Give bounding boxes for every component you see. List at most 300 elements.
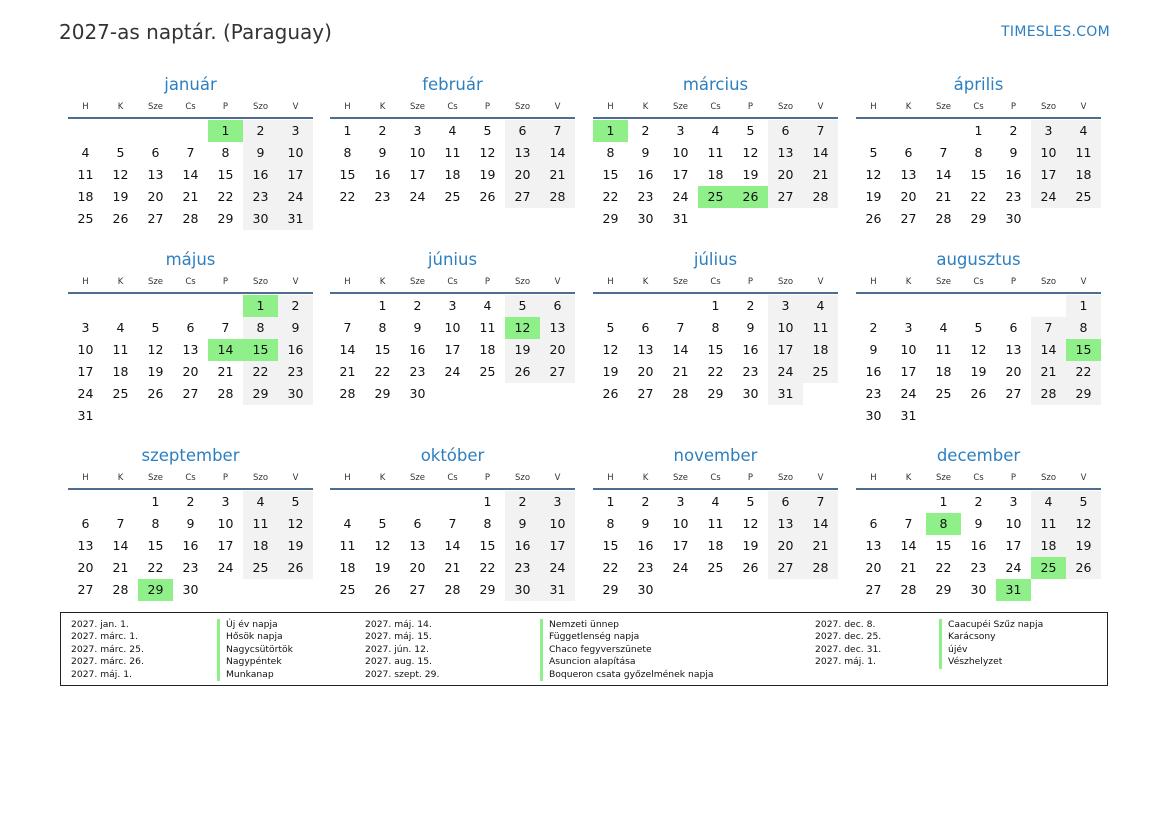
weekday-label: Cs — [447, 277, 458, 287]
legend-holiday-date: 2027. dec. 25. — [815, 631, 882, 643]
day-cell: 5 — [974, 320, 983, 335]
day-cell: 8 — [606, 516, 615, 531]
holiday-day-cell: 31 — [996, 579, 1031, 601]
day-cell: 22 — [339, 189, 356, 204]
day-cell: 31 — [540, 579, 575, 601]
weekday-label: K — [642, 473, 649, 483]
day-cell: 8 — [711, 320, 720, 335]
day-cell: 25 — [479, 364, 496, 379]
day-cell: 2 — [378, 123, 387, 138]
day-cell: 12 — [602, 342, 619, 357]
brand-link[interactable]: TIMESLES.COM — [1001, 24, 1110, 40]
weekday-header — [593, 97, 838, 119]
empty-day-cell — [926, 295, 961, 317]
weekday-label: H — [82, 473, 89, 483]
day-cell: 19 — [147, 364, 164, 379]
day-cell: 8 — [974, 145, 983, 160]
day-cell: 29 — [970, 211, 987, 226]
day-cell: 13 — [637, 342, 654, 357]
day-cell: 9 — [413, 320, 422, 335]
day-cell: 26 — [374, 582, 391, 597]
day-cell: 8 — [606, 145, 615, 160]
weekday-label: P — [747, 473, 754, 483]
weekday-label: H — [344, 102, 351, 112]
day-cell: 8 — [151, 516, 160, 531]
day-cell: 20 — [768, 164, 803, 186]
day-cell: 18 — [707, 538, 724, 553]
legend-holiday-name: újév — [939, 644, 1043, 656]
day-cell: 5 — [278, 491, 313, 513]
day-cell: 25 — [77, 211, 94, 226]
month-november — [593, 445, 838, 601]
empty-day-cell — [856, 491, 891, 513]
day-grid — [856, 120, 1101, 230]
day-cell: 12 — [742, 516, 759, 531]
weekday-label: V — [817, 102, 824, 112]
day-cell: 18 — [77, 189, 94, 204]
day-cell: 30 — [409, 386, 426, 401]
day-cell: 9 — [641, 516, 650, 531]
day-cell: 24 — [217, 560, 234, 575]
month-name: augusztus — [936, 250, 1021, 269]
day-cell: 13 — [147, 167, 164, 182]
day-cell: 20 — [540, 339, 575, 361]
legend-dates-col3 — [815, 619, 881, 669]
weekday-label: H — [344, 473, 351, 483]
day-cell: 14 — [112, 538, 129, 553]
month-február — [330, 74, 575, 208]
day-cell: 7 — [904, 516, 913, 531]
day-cell: 16 — [374, 167, 391, 182]
day-cell: 30 — [637, 211, 654, 226]
day-cell: 14 — [444, 538, 461, 553]
day-cell: 4 — [483, 298, 492, 313]
day-cell: 26 — [865, 211, 882, 226]
day-cell: 30 — [278, 383, 313, 405]
day-cell: 24 — [444, 364, 461, 379]
day-cell: 31 — [768, 383, 803, 405]
day-cell: 24 — [672, 560, 689, 575]
weekday-label: V — [1080, 473, 1087, 483]
day-cell: 13 — [182, 342, 199, 357]
legend-holiday-date: 2027. dec. 8. — [815, 619, 876, 630]
day-cell: 26 — [602, 386, 619, 401]
day-cell: 11 — [444, 145, 461, 160]
day-cell: 30 — [1005, 211, 1022, 226]
day-cell: 28 — [217, 386, 234, 401]
month-name: december — [936, 446, 1021, 465]
day-cell: 7 — [803, 120, 838, 142]
day-cell: 18 — [339, 560, 356, 575]
day-cell: 23 — [505, 557, 540, 579]
weekday-label: K — [905, 277, 912, 287]
day-grid — [68, 295, 313, 427]
weekday-label: Sze — [409, 102, 426, 112]
day-cell: 10 — [672, 145, 689, 160]
day-cell: 1 — [711, 298, 720, 313]
day-cell: 7 — [186, 145, 195, 160]
day-grid — [856, 491, 1101, 601]
day-cell: 28 — [935, 211, 952, 226]
day-cell: 25 — [1066, 186, 1101, 208]
legend-holiday-name: Nagycsütörtök — [217, 644, 293, 656]
day-cell: 13 — [505, 142, 540, 164]
day-cell: 18 — [444, 167, 461, 182]
weekday-label: Cs — [710, 473, 721, 483]
day-grid — [593, 491, 838, 601]
day-cell: 18 — [112, 364, 129, 379]
holiday-day-cell: 26 — [733, 186, 768, 208]
day-cell: 5 — [116, 145, 125, 160]
day-cell: 4 — [116, 320, 125, 335]
day-cell: 19 — [970, 364, 987, 379]
month-name: június — [427, 250, 478, 269]
day-cell: 23 — [970, 560, 987, 575]
day-cell: 6 — [641, 320, 650, 335]
day-cell: 26 — [278, 557, 313, 579]
empty-day-cell — [173, 295, 208, 317]
day-cell: 25 — [444, 189, 461, 204]
day-cell: 21 — [540, 164, 575, 186]
day-cell: 21 — [182, 189, 199, 204]
weekday-label: H — [870, 102, 877, 112]
empty-day-cell — [138, 295, 173, 317]
day-cell: 9 — [278, 317, 313, 339]
holiday-day-cell: 8 — [926, 513, 961, 535]
day-cell: 28 — [1031, 383, 1066, 405]
day-cell: 23 — [742, 364, 759, 379]
day-cell: 16 — [243, 164, 278, 186]
day-cell: 29 — [217, 211, 234, 226]
weekday-label: H — [344, 277, 351, 287]
day-cell: 4 — [448, 123, 457, 138]
day-cell: 21 — [900, 560, 917, 575]
weekday-label: Szo — [1040, 277, 1057, 287]
day-cell: 15 — [147, 538, 164, 553]
day-cell: 9 — [243, 142, 278, 164]
legend-holiday-date: 2027. máj. 1. — [71, 668, 132, 680]
weekday-label: H — [870, 473, 877, 483]
day-cell: 6 — [540, 295, 575, 317]
day-cell: 18 — [1031, 535, 1066, 557]
day-cell: 15 — [935, 538, 952, 553]
day-cell: 3 — [413, 123, 422, 138]
day-cell: 4 — [711, 494, 720, 509]
day-cell: 13 — [1005, 342, 1022, 357]
day-cell: 17 — [409, 167, 426, 182]
day-cell: 14 — [900, 538, 917, 553]
day-cell: 20 — [409, 560, 426, 575]
day-cell: 13 — [865, 538, 882, 553]
day-cell: 26 — [970, 386, 987, 401]
day-cell: 27 — [182, 386, 199, 401]
holiday-day-cell: 29 — [138, 579, 173, 601]
day-cell: 23 — [409, 364, 426, 379]
day-cell: 5 — [483, 123, 492, 138]
weekday-header — [330, 97, 575, 119]
day-cell: 25 — [803, 361, 838, 383]
day-cell: 31 — [672, 211, 689, 226]
legend-holiday-name: Vészhelyzet — [939, 656, 1043, 668]
day-grid — [330, 491, 575, 601]
day-cell: 5 — [869, 145, 878, 160]
legend-holiday-date: 2027. márc. 25. — [71, 643, 144, 655]
day-cell: 20 — [505, 164, 540, 186]
day-cell: 30 — [505, 579, 540, 601]
day-cell: 19 — [602, 364, 619, 379]
day-cell: 17 — [768, 339, 803, 361]
weekday-label: K — [905, 473, 912, 483]
day-cell: 10 — [444, 320, 461, 335]
weekday-label: Szo — [777, 277, 794, 287]
day-cell: 15 — [479, 538, 496, 553]
day-cell: 9 — [1009, 145, 1018, 160]
day-cell: 22 — [707, 364, 724, 379]
day-cell: 17 — [444, 342, 461, 357]
day-cell: 2 — [641, 494, 650, 509]
day-cell: 12 — [865, 167, 882, 182]
day-cell: 6 — [869, 516, 878, 531]
day-cell: 15 — [217, 167, 234, 182]
day-cell: 3 — [278, 120, 313, 142]
weekday-label: Sze — [147, 277, 164, 287]
legend-holiday-date: 2027. márc. 26. — [71, 656, 144, 668]
day-cell: 9 — [974, 516, 983, 531]
empty-day-cell — [891, 491, 926, 513]
day-cell: 28 — [900, 582, 917, 597]
empty-day-cell — [365, 491, 400, 513]
day-cell: 15 — [374, 342, 391, 357]
weekday-label: H — [607, 277, 614, 287]
weekday-label: K — [642, 277, 649, 287]
day-cell: 23 — [865, 386, 882, 401]
legend-holiday-name: Caacupéi Szűz napja — [939, 619, 1043, 631]
day-cell: 25 — [935, 386, 952, 401]
weekday-label: Cs — [710, 277, 721, 287]
day-cell: 10 — [1005, 516, 1022, 531]
page-title: 2027-as naptár. (Paraguay) — [59, 20, 332, 44]
weekday-label: K — [117, 473, 124, 483]
day-cell: 11 — [339, 538, 356, 553]
day-grid — [68, 491, 313, 601]
weekday-label: P — [1010, 277, 1017, 287]
day-cell: 4 — [939, 320, 948, 335]
month-name: szeptember — [141, 446, 240, 465]
legend-holiday-name: Asuncion alapítása — [540, 656, 714, 668]
day-cell: 4 — [1066, 120, 1101, 142]
day-cell: 18 — [935, 364, 952, 379]
day-cell: 7 — [116, 516, 125, 531]
weekday-header — [593, 468, 838, 490]
weekday-label: K — [379, 102, 386, 112]
weekday-label: Cs — [973, 473, 984, 483]
weekday-label: Sze — [935, 473, 952, 483]
legend-names-col3 — [939, 619, 1043, 669]
day-cell: 30 — [742, 386, 759, 401]
day-cell: 9 — [746, 320, 755, 335]
day-cell: 3 — [540, 491, 575, 513]
day-cell: 20 — [900, 189, 917, 204]
legend-holiday-name: Nemzeti ünnep — [540, 619, 714, 631]
weekday-label: Szo — [514, 473, 531, 483]
day-cell: 5 — [1066, 491, 1101, 513]
weekday-label: Szo — [514, 277, 531, 287]
legend-holiday-date: 2027. jún. 12. — [365, 643, 429, 655]
day-cell: 28 — [803, 186, 838, 208]
month-name: január — [164, 75, 217, 94]
day-cell: 2 — [974, 494, 983, 509]
day-cell: 11 — [479, 320, 496, 335]
weekday-label: Szo — [514, 102, 531, 112]
day-cell: 4 — [711, 123, 720, 138]
day-cell: 27 — [505, 186, 540, 208]
day-cell: 12 — [278, 513, 313, 535]
day-cell: 1 — [378, 298, 387, 313]
day-cell: 30 — [865, 408, 882, 423]
day-cell: 4 — [81, 145, 90, 160]
day-cell: 20 — [865, 560, 882, 575]
empty-day-cell — [68, 295, 103, 317]
weekday-label: Sze — [409, 277, 426, 287]
day-cell: 27 — [1005, 386, 1022, 401]
day-cell: 28 — [182, 211, 199, 226]
day-cell: 3 — [1009, 494, 1018, 509]
empty-day-cell — [68, 491, 103, 513]
day-cell: 23 — [637, 560, 654, 575]
weekday-header — [856, 97, 1101, 119]
day-cell: 1 — [606, 494, 615, 509]
holiday-day-cell: 15 — [1066, 339, 1101, 361]
day-cell: 21 — [803, 535, 838, 557]
holiday-day-cell: 1 — [593, 120, 628, 142]
day-cell: 7 — [676, 320, 685, 335]
day-cell: 22 — [602, 189, 619, 204]
day-cell: 28 — [112, 582, 129, 597]
month-name: február — [422, 75, 483, 94]
day-cell: 27 — [540, 361, 575, 383]
day-cell: 27 — [77, 582, 94, 597]
weekday-label: K — [117, 102, 124, 112]
day-cell: 17 — [77, 364, 94, 379]
weekday-label: Sze — [672, 277, 689, 287]
day-cell: 18 — [479, 342, 496, 357]
day-cell: 26 — [1066, 557, 1101, 579]
day-cell: 21 — [935, 189, 952, 204]
day-cell: 24 — [278, 186, 313, 208]
day-cell: 6 — [186, 320, 195, 335]
weekday-label: Sze — [147, 473, 164, 483]
holiday-day-cell: 14 — [208, 339, 243, 361]
day-cell: 14 — [339, 342, 356, 357]
day-cell: 18 — [243, 535, 278, 557]
day-cell: 26 — [505, 361, 540, 383]
day-cell: 11 — [1066, 142, 1101, 164]
day-cell: 21 — [217, 364, 234, 379]
day-cell: 10 — [409, 145, 426, 160]
day-cell: 3 — [904, 320, 913, 335]
day-cell: 17 — [672, 538, 689, 553]
month-július — [593, 249, 838, 405]
day-cell: 21 — [112, 560, 129, 575]
day-cell: 14 — [1031, 339, 1066, 361]
month-name: november — [673, 446, 758, 465]
day-cell: 4 — [243, 491, 278, 513]
day-cell: 27 — [409, 582, 426, 597]
legend-holiday-name: Karácsony — [939, 631, 1043, 643]
day-cell: 29 — [602, 211, 619, 226]
weekday-label: K — [905, 102, 912, 112]
weekday-label: Cs — [185, 277, 196, 287]
day-cell: 13 — [768, 513, 803, 535]
holiday-day-cell: 25 — [698, 186, 733, 208]
month-október — [330, 445, 575, 601]
legend-holiday-name: Hősök napja — [217, 631, 293, 643]
day-cell: 26 — [147, 386, 164, 401]
day-cell: 3 — [81, 320, 90, 335]
day-cell: 24 — [672, 189, 689, 204]
weekday-header — [330, 272, 575, 294]
day-cell: 24 — [900, 386, 917, 401]
weekday-header — [68, 97, 313, 119]
day-cell: 30 — [637, 582, 654, 597]
legend-holiday-date: 2027. dec. 31. — [815, 643, 882, 655]
day-cell: 22 — [602, 560, 619, 575]
day-grid — [593, 120, 838, 230]
day-cell: 12 — [970, 342, 987, 357]
day-cell: 16 — [742, 342, 759, 357]
day-cell: 12 — [479, 145, 496, 160]
day-cell: 11 — [77, 167, 94, 182]
day-cell: 1 — [151, 494, 160, 509]
weekday-label: H — [607, 102, 614, 112]
day-cell: 5 — [151, 320, 160, 335]
weekday-label: P — [747, 277, 754, 287]
day-cell: 5 — [746, 494, 755, 509]
day-cell: 4 — [343, 516, 352, 531]
day-cell: 14 — [803, 513, 838, 535]
day-cell: 20 — [768, 535, 803, 557]
day-cell: 11 — [707, 145, 724, 160]
month-name: július — [693, 250, 738, 269]
weekday-label: K — [379, 473, 386, 483]
weekday-label: Sze — [935, 102, 952, 112]
weekday-label: V — [817, 473, 824, 483]
day-cell: 24 — [1031, 186, 1066, 208]
day-cell: 27 — [637, 386, 654, 401]
month-name: április — [953, 75, 1004, 94]
legend-holiday-date: 2027. szept. 29. — [365, 668, 440, 680]
weekday-label: V — [817, 277, 824, 287]
day-cell: 31 — [77, 408, 94, 423]
day-grid — [593, 295, 838, 405]
day-cell: 8 — [1066, 317, 1101, 339]
day-cell: 18 — [1066, 164, 1101, 186]
empty-day-cell — [856, 295, 891, 317]
weekday-label: H — [607, 473, 614, 483]
day-cell: 1 — [343, 123, 352, 138]
legend-holiday-name: Függetlenség napja — [540, 631, 714, 643]
legend-holiday-name: Boqueron csata győzelmének napja — [540, 669, 714, 681]
empty-day-cell — [856, 120, 891, 142]
day-cell: 7 — [1031, 317, 1066, 339]
day-cell: 2 — [1009, 123, 1018, 138]
weekday-label: Cs — [185, 102, 196, 112]
day-cell: 23 — [278, 361, 313, 383]
day-cell: 13 — [768, 142, 803, 164]
legend-holiday-date: 2027. aug. 15. — [365, 656, 432, 668]
day-cell: 12 — [742, 145, 759, 160]
day-cell: 9 — [869, 342, 878, 357]
